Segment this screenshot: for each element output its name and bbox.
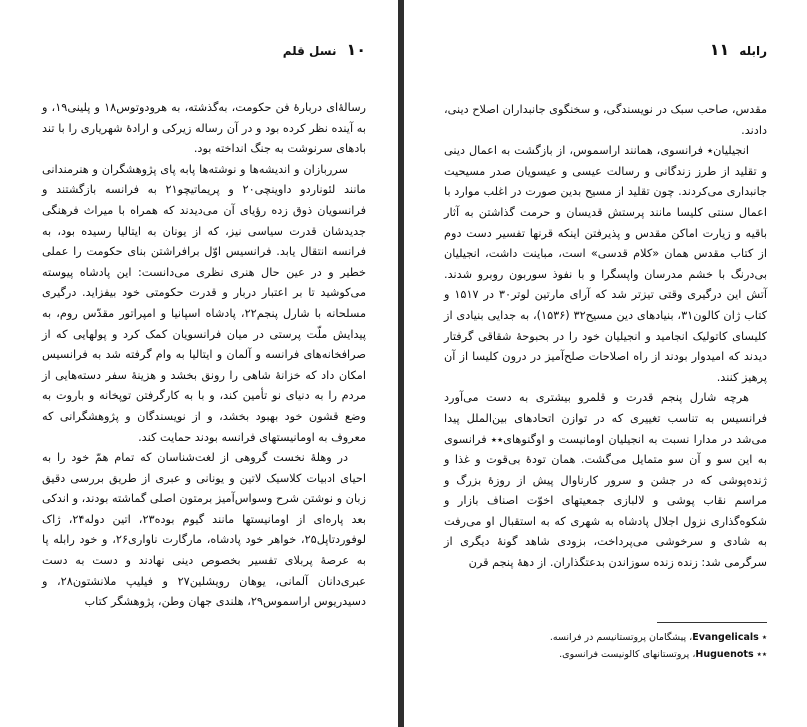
right-page-body xyxy=(444,100,767,574)
footnote-divider xyxy=(657,622,767,623)
footnote: ٭٭ Huguenots، پروتستانهای کالونیست فرانسوی. xyxy=(559,649,767,660)
left-page-header xyxy=(42,40,366,68)
paragraph: در وهلهٔ نخست گروهی از لغت‌شناسان که تمام همّ خود را به احیای ادبیات کلاسیک لاتین و یونانی و عبری از طریق بررسی دقیق زبان و نوشتن شرح وسواس‌آمیز برمتون اصلی گماشته بودند، و اندکی بعد پاره‌ای از اومانیستها مانند گیوم بوده۲۳، اتین دوله۲۴، ژاک لوفوردتاپل۲۵، خواهر خود پادشاه، مارگارت ناواری۲۶، و خود رابله پا به عرصهٔ پربلای تفسیر بخصوص دینی نهادند و دست به دست عبری‌دانان آلمانی، یوهان رویشلین۲۷ و فیلیپ ملانشتون۲۸، و دسیدریوس اراسموس۲۹، هلندی جهان وطن، پژوهشگر کتاب xyxy=(42,451,367,609)
footnote-term: Evangelicals xyxy=(692,632,759,643)
footnote-mark: ٭ xyxy=(761,632,767,643)
left-page-body xyxy=(42,98,366,613)
page-number: ۱۰ xyxy=(346,40,366,59)
running-title: نسل قلم xyxy=(282,44,337,58)
paragraph: هرچه شارل پنجم قدرت و قلمرو بیشتری به دست می‌آورد فرانسیس به تناسب تغییری که در توازن اتحادهای بین‌الملل پیدا می‌شد در مدارا نسبت به انجیلیان اومانیست و اوگنوهای٭٭ فرانسوی به این سو و آن سو متمایل می‌گشت. همان تودهٔ بی‌قوت و غذا و ژنده‌پوشی که در جشن و سرور کارناوال پیش از روزهٔ بزرگ و مراسم نقاب پوشی و لالبازی جمعیتهای اخوّت اصناف بازار و شکوه‌گذاری نزول اجلال پادشاه به شهری که به استقبال او می‌رفت به شادی و سرخوشی می‌پرداخت، بزودی شاهد گونهٔ دیگری از سرگرمی شد: زنده زنده سوزاندن بدعتگذاران. از دههٔ پنجم قرن xyxy=(444,391,767,570)
footnote-text: پروتستانهای کالونیست فرانسوی. xyxy=(559,649,690,660)
footnotes xyxy=(444,622,767,663)
paragraph: مقدس، صاحب سبک در نویسندگی، و سخنگوی جانبداران اصلاح دینی، دادند. xyxy=(444,103,767,137)
right-page xyxy=(404,0,807,727)
footnote-text: پیشگامان پروتستانیسم در فرانسه. xyxy=(549,632,687,643)
footnote-term: Huguenots xyxy=(695,649,754,660)
footnote-mark: ٭٭ xyxy=(756,649,767,660)
footnote: ٭ Evangelicals، پیشگامان پروتستانیسم در فرانسه. xyxy=(549,632,767,643)
running-title: رابله xyxy=(739,44,767,58)
paragraph: انجیلیان٭ فرانسوی، همانند اراسموس، از بازگشت به اعمال دینی و تقلید از طرز زندگانی و رسالت عیسی و عیسویان صدر مسیحیت جانبداری می‌کردند. چون تقلید از مسیح بدین صورت در اغلب موارد با اعمال سنتی کلیسا مانند پرستش قدیسان و حرمت گذاشتن به آثار باقیه و زیارت اماکن مقدس و پذیرفتن اینکه قرنها تفسیر دست دوم از کتاب مقدس همان «کلام قدسی» است، مباینت داشت، انجیلیان بی‌درنگ با خشم مدرسان واپسگرا و با نفوذ سوربون روبرو شدند. آتش این درگیری وقتی تیزتر شد که آرای مارتین لوتر۳۰ در ۱۵۱۷ و کتاب ژان کالون۳۱، بنیادهای دین مسیح۳۲ (۱۵۳۶)، به جدایی بنیادی از کلیسای کاتولیک انجامید و انجیلیان خود را در بحبوحهٔ شقاقی گرفتار دیدند که امیدوار بودند از راه اصلاحات صلح‌آمیز در درون کلیسا از آن پرهیز کنند. xyxy=(444,144,768,384)
paragraph: سرربازان و اندیشه‌ها و نوشته‌ها پابه پای پژوهشگران و هنرمندانی مانند لئوناردو داوینچی۲۰ و پریماتیچو۲۱ به فرانسه بازگشتند و فرانسویان ذوق زده رؤیای آن می‌دیدند که همراه با میراث فرهنگی جدیدشان قدرت سیاسی نیز، که از یونان به ایتالیا رسیده بود، به فرانسه انتقال یابد. فرانسیس اوّل برافراشتن بنای حکومت را عملی خطیر و در عین حال هنری نظری می‌دانست: این پادشاه پیوسته می‌کوشید تا بر اعتبار دربار و قدرت حکومتی خود بیفزاید. درگیری مسلحانه با شارل پنجم۲۲، پادشاه اسپانیا و امپراتور مقدّس روم، به پیدایش ملّت پرستی در میان فرانسویان کمک کرد و پولهایی که از صرافخانه‌های فرانسه و آلمان و ایتالیا به وام گرفته شد به فرانسیس امکان داد که خزانهٔ شاهی را رونق بخشد و هزینهٔ سفر دسته‌هایی از مردم را به دنیای نو تأمین کند، و با به کارگرفتن توپخانه و باروت به وضع قشون خود بهبود بخشد، و از نویسندگان و پژوهشگرانی که معروف به اومانیستهای فرانسه بودند حمایت کند. xyxy=(42,162,366,444)
paragraph: رسالهٔ‌ای دربارهٔ فن حکومت، به‌گذشته، به هرودوتوس۱۸ و پلینی۱۹، و به آینده نظر کرده بود و در آن رساله زیرکی و ارادهٔ شهریاری را با تند بادهای سرنوشت به جنگ انداخته بود. xyxy=(42,101,366,156)
right-page-header xyxy=(444,40,767,68)
left-page xyxy=(0,0,398,727)
page-number: ۱۱ xyxy=(709,40,730,59)
